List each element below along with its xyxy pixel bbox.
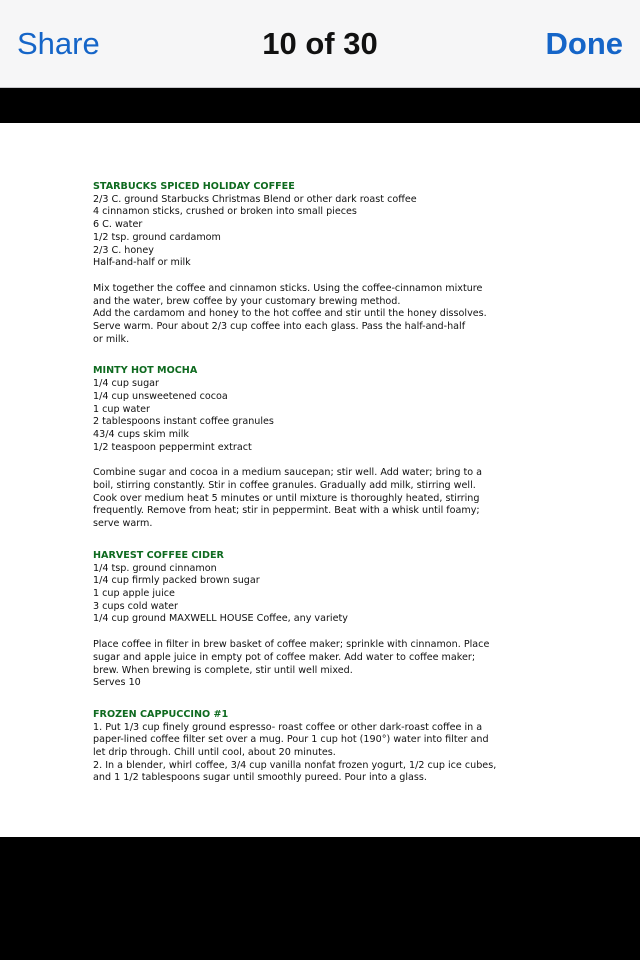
- direction-line: frequently. Remove from heat; stir in peppermint. Beat with a whisk until foamy;: [93, 505, 480, 517]
- ingredient-line: 1/4 cup ground MAXWELL HOUSE Coffee, any variety: [93, 613, 348, 625]
- ingredient-line: 1/2 tsp. ground cardamom: [93, 231, 221, 243]
- direction-line: Combine sugar and cocoa in a medium saucepan; stir well. Add water; bring to a: [93, 467, 483, 479]
- ingredient-line: 2/3 C. ground Starbucks Christmas Blend or other dark roast coffee: [93, 193, 417, 205]
- recipe-title: FROZEN CAPPUCCINO #1: [93, 708, 229, 720]
- recipe-document: [93, 181, 563, 785]
- direction-line: sugar and apple juice in empty pot of coffee maker. Add water to coffee maker;: [93, 651, 476, 663]
- direction-line: Add the cardamom and honey to the hot coffee and stir until the honey dissolves.: [93, 308, 487, 320]
- document-page[interactable]: [0, 123, 640, 837]
- share-button[interactable]: Share: [17, 26, 100, 61]
- direction-line: and 1 1/2 tablespoons sugar until smoothly pureed. Pour into a glass.: [93, 772, 427, 784]
- ingredient-line: 2 tablespoons instant coffee granules: [93, 416, 274, 428]
- direction-line: 2. In a blender, whirl coffee, 3/4 cup vanilla nonfat frozen yogurt, 1/2 cup ice cubes,: [93, 759, 497, 771]
- recipe-title: MINTY HOT MOCHA: [93, 365, 198, 377]
- recipe-title: STARBUCKS SPICED HOLIDAY COFFEE: [93, 181, 295, 192]
- ingredient-line: 3 cups cold water: [93, 600, 178, 612]
- ingredient-line: 1/4 cup sugar: [93, 378, 159, 390]
- ingredient-line: 1/4 cup firmly packed brown sugar: [93, 575, 260, 587]
- direction-line: paper-lined coffee filter set over a mug. Pour 1 cup hot (190°) water into filter and: [93, 734, 489, 746]
- navigation-bar: [0, 0, 640, 88]
- direction-line: Cook over medium heat 5 minutes or until mixture is thoroughly heated, stirring: [93, 492, 480, 504]
- ingredient-line: 1 cup water: [93, 403, 150, 415]
- recipe-starbucks-spiced-holiday-coffee: [93, 181, 563, 346]
- direction-line: 1. Put 1/3 cup finely ground espresso- roast coffee or other dark-roast coffee in a: [93, 721, 483, 733]
- ingredient-line: 2/3 C. honey: [93, 244, 154, 256]
- page-counter: 10 of 30: [262, 26, 378, 61]
- direction-line: Mix together the coffee and cinnamon sticks. Using the coffee-cinnamon mixture: [93, 282, 483, 294]
- done-button[interactable]: Done: [545, 26, 623, 61]
- direction-line: let drip through. Chill until cool, about 20 minutes.: [93, 747, 336, 759]
- direction-line: and the water, brew coffee by your customary brewing method.: [93, 295, 401, 307]
- direction-line: boil, stirring constantly. Stir in coffee granules. Gradually add milk, stirring well.: [93, 480, 476, 492]
- ingredient-line: 4 cinnamon sticks, crushed or broken into small pieces: [93, 206, 357, 218]
- ingredient-line: 1/4 tsp. ground cinnamon: [93, 562, 217, 574]
- ingredient-line: 1 cup apple juice: [93, 587, 175, 599]
- direction-line: or milk.: [93, 333, 130, 345]
- recipe-harvest-coffee-cider: [93, 550, 563, 690]
- recipe-minty-hot-mocha: [93, 365, 563, 530]
- direction-line: Place coffee in filter in brew basket of coffee maker; sprinkle with cinnamon. Place: [93, 639, 490, 651]
- servings-line: Serves 10: [93, 677, 141, 689]
- ingredient-line: 6 C. water: [93, 219, 143, 231]
- ingredient-line: 1/4 cup unsweetened cocoa: [93, 390, 228, 402]
- recipe-frozen-cappuccino-1: [93, 709, 563, 785]
- ingredient-line: Half-and-half or milk: [93, 257, 191, 269]
- direction-line: Serve warm. Pour about 2/3 cup coffee into each glass. Pass the half-and-half: [93, 321, 466, 333]
- ingredient-line: 43/4 cups skim milk: [93, 428, 189, 440]
- direction-line: serve warm.: [93, 518, 153, 530]
- direction-line: brew. When brewing is complete, stir until well mixed.: [93, 664, 353, 676]
- ingredient-line: 1/2 teaspoon peppermint extract: [93, 441, 252, 453]
- recipe-title: HARVEST COFFEE CIDER: [93, 549, 224, 561]
